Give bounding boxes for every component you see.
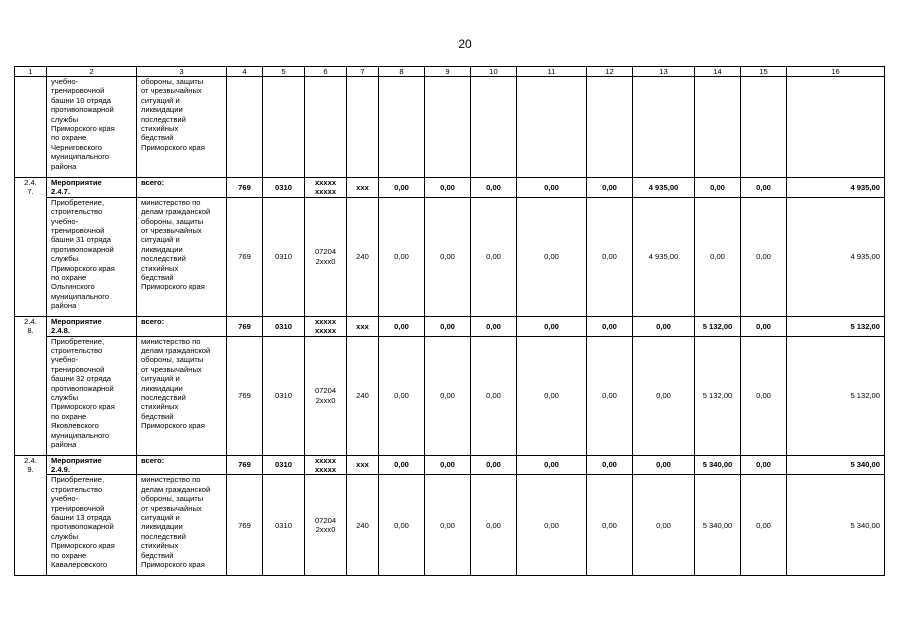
responsible-cell: министерство по делам гражданской обороны, защиты от чрезвычайных ситуаций и ликвидации последствий стихийных бедствий Приморского края (137, 197, 227, 316)
value-cell: 0,00 (425, 197, 471, 316)
value-cell: 0,00 (587, 316, 633, 336)
csr-cell: 07204 2ххх0 (305, 336, 347, 455)
column-number-cell: 8 (379, 67, 425, 77)
table-cell (471, 77, 517, 178)
column-number-cell: 6 (305, 67, 347, 77)
value-cell: 0,00 (517, 475, 587, 576)
table-cell (695, 77, 741, 178)
value-cell: 0,00 (741, 197, 787, 316)
event-name-cell: учебно- тренировочной башни 10 отряда противопожарной службы Приморского края по охране Черниговского муниципального района (47, 77, 137, 178)
column-number-cell: 12 (587, 67, 633, 77)
column-number-cell: 11 (517, 67, 587, 77)
value-cell: 0,00 (379, 336, 425, 455)
value-cell: 0,00 (587, 178, 633, 198)
table-cell (633, 77, 695, 178)
csr-cell: 07204 2ххх0 (305, 197, 347, 316)
column-number-cell: 14 (695, 67, 741, 77)
value-cell: 0,00 (633, 475, 695, 576)
table-cell (347, 77, 379, 178)
value-cell: 5 340,00 (695, 455, 741, 475)
value-cell: 5 132,00 (695, 316, 741, 336)
value-cell: 4 935,00 (633, 178, 695, 198)
total-label-cell: всего: (137, 316, 227, 336)
column-number-cell: 3 (137, 67, 227, 77)
table-cell (263, 77, 305, 178)
event-title-cell: Мероприятие 2.4.9. (47, 455, 137, 475)
rzpr-cell: 0310 (263, 475, 305, 576)
value-cell: 5 132,00 (787, 336, 885, 455)
value-cell: 0,00 (379, 475, 425, 576)
value-cell: 0,00 (587, 197, 633, 316)
value-cell: 0,00 (587, 475, 633, 576)
value-cell: 0,00 (517, 316, 587, 336)
total-label-cell: всего: (137, 455, 227, 475)
vr-cell: ххх (347, 316, 379, 336)
grbs-cell: 769 (227, 475, 263, 576)
table-cell (227, 77, 263, 178)
csr-cell: 07204 2ххх0 (305, 475, 347, 576)
value-cell: 0,00 (587, 455, 633, 475)
table-cell (587, 77, 633, 178)
table-cell (517, 77, 587, 178)
value-cell: 0,00 (425, 316, 471, 336)
table-row-detail (15, 336, 885, 455)
value-cell: 0,00 (633, 455, 695, 475)
value-cell: 0,00 (379, 178, 425, 198)
column-number-cell: 7 (347, 67, 379, 77)
event-name-cell: Приобретение, строительство учебно- тренировочной башни 13 отряда противопожарной службы Приморского края по охране Кавалеровского (47, 475, 137, 576)
responsible-cell: обороны, защиты от чрезвычайных ситуаций и ликвидации последствий стихийных бедствий Приморского края (137, 77, 227, 178)
value-cell: 0,00 (379, 455, 425, 475)
value-cell: 0,00 (425, 475, 471, 576)
table-cell (305, 77, 347, 178)
vr-cell: 240 (347, 336, 379, 455)
table-cell (379, 77, 425, 178)
event-name-cell: Приобретение, строительство учебно- тренировочной башни 32 отряда противопожарной службы Приморского края по охране Яковлевского муниципального района (47, 336, 137, 455)
event-title-cell: Мероприятие 2.4.7. (47, 178, 137, 198)
vr-cell: ххх (347, 178, 379, 198)
value-cell: 0,00 (741, 455, 787, 475)
value-cell: 0,00 (471, 475, 517, 576)
table-row-detail (15, 197, 885, 316)
value-cell: 0,00 (695, 197, 741, 316)
value-cell: 0,00 (425, 336, 471, 455)
value-cell: 5 340,00 (695, 475, 741, 576)
grbs-cell: 769 (227, 178, 263, 198)
value-cell: 0,00 (471, 316, 517, 336)
column-number-cell: 4 (227, 67, 263, 77)
value-cell: 0,00 (517, 455, 587, 475)
table-row-continuation (15, 77, 885, 178)
csr-cell: ххххх ххххх (305, 316, 347, 336)
vr-cell: 240 (347, 197, 379, 316)
column-number-cell: 10 (471, 67, 517, 77)
table-row-detail (15, 475, 885, 576)
event-number-cell: 2.4. 7. (15, 178, 47, 317)
column-number-cell: 15 (741, 67, 787, 77)
grbs-cell: 769 (227, 455, 263, 475)
table-row-total (15, 316, 885, 336)
value-cell: 0,00 (517, 178, 587, 198)
value-cell: 0,00 (695, 178, 741, 198)
column-number-cell: 13 (633, 67, 695, 77)
value-cell: 0,00 (379, 197, 425, 316)
grbs-cell: 769 (227, 316, 263, 336)
table-row-total (15, 455, 885, 475)
table-row-total (15, 178, 885, 198)
grbs-cell: 769 (227, 197, 263, 316)
value-cell: 0,00 (379, 316, 425, 336)
column-numbers-row (15, 67, 885, 77)
table-cell (741, 77, 787, 178)
event-number-cell: 2.4. 8. (15, 316, 47, 455)
column-number-cell: 2 (47, 67, 137, 77)
page-number: 20 (458, 37, 472, 51)
event-title-cell: Мероприятие 2.4.8. (47, 316, 137, 336)
csr-cell: ххххх ххххх (305, 178, 347, 198)
value-cell: 0,00 (587, 336, 633, 455)
value-cell: 0,00 (517, 336, 587, 455)
value-cell: 0,00 (471, 197, 517, 316)
column-number-cell: 5 (263, 67, 305, 77)
value-cell: 5 340,00 (787, 455, 885, 475)
table-cell (425, 77, 471, 178)
rzpr-cell: 0310 (263, 455, 305, 475)
vr-cell: 240 (347, 475, 379, 576)
value-cell: 4 935,00 (633, 197, 695, 316)
value-cell: 4 935,00 (787, 197, 885, 316)
value-cell: 0,00 (741, 475, 787, 576)
value-cell: 5 132,00 (695, 336, 741, 455)
value-cell: 4 935,00 (787, 178, 885, 198)
value-cell: 0,00 (633, 336, 695, 455)
value-cell: 0,00 (517, 197, 587, 316)
rzpr-cell: 0310 (263, 178, 305, 198)
value-cell: 0,00 (425, 455, 471, 475)
value-cell: 0,00 (471, 455, 517, 475)
column-number-cell: 9 (425, 67, 471, 77)
budget-table (14, 66, 885, 576)
rzpr-cell: 0310 (263, 336, 305, 455)
value-cell: 5 132,00 (787, 316, 885, 336)
total-label-cell: всего: (137, 178, 227, 198)
value-cell: 0,00 (633, 316, 695, 336)
rzpr-cell: 0310 (263, 316, 305, 336)
value-cell: 0,00 (741, 316, 787, 336)
value-cell: 0,00 (471, 336, 517, 455)
responsible-cell: министерство по делам гражданской обороны, защиты от чрезвычайных ситуаций и ликвидации последствий стихийных бедствий Приморского края (137, 336, 227, 455)
value-cell: 0,00 (741, 178, 787, 198)
value-cell: 5 340,00 (787, 475, 885, 576)
responsible-cell: министерство по делам гражданской обороны, защиты от чрезвычайных ситуаций и ликвидации последствий стихийных бедствий Приморского края (137, 475, 227, 576)
event-number-cell: 2.4. 9. (15, 455, 47, 576)
column-number-cell: 1 (15, 67, 47, 77)
table-cell (15, 77, 47, 178)
vr-cell: ххх (347, 455, 379, 475)
table-cell (787, 77, 885, 178)
event-name-cell: Приобретение, строительство учебно- тренировочной башни 31 отряда противопожарной службы Приморского края по охране Ольгинского муниципального района (47, 197, 137, 316)
column-number-cell: 16 (787, 67, 885, 77)
value-cell: 0,00 (741, 336, 787, 455)
value-cell: 0,00 (425, 178, 471, 198)
rzpr-cell: 0310 (263, 197, 305, 316)
grbs-cell: 769 (227, 336, 263, 455)
value-cell: 0,00 (471, 178, 517, 198)
csr-cell: ххххх ххххх (305, 455, 347, 475)
